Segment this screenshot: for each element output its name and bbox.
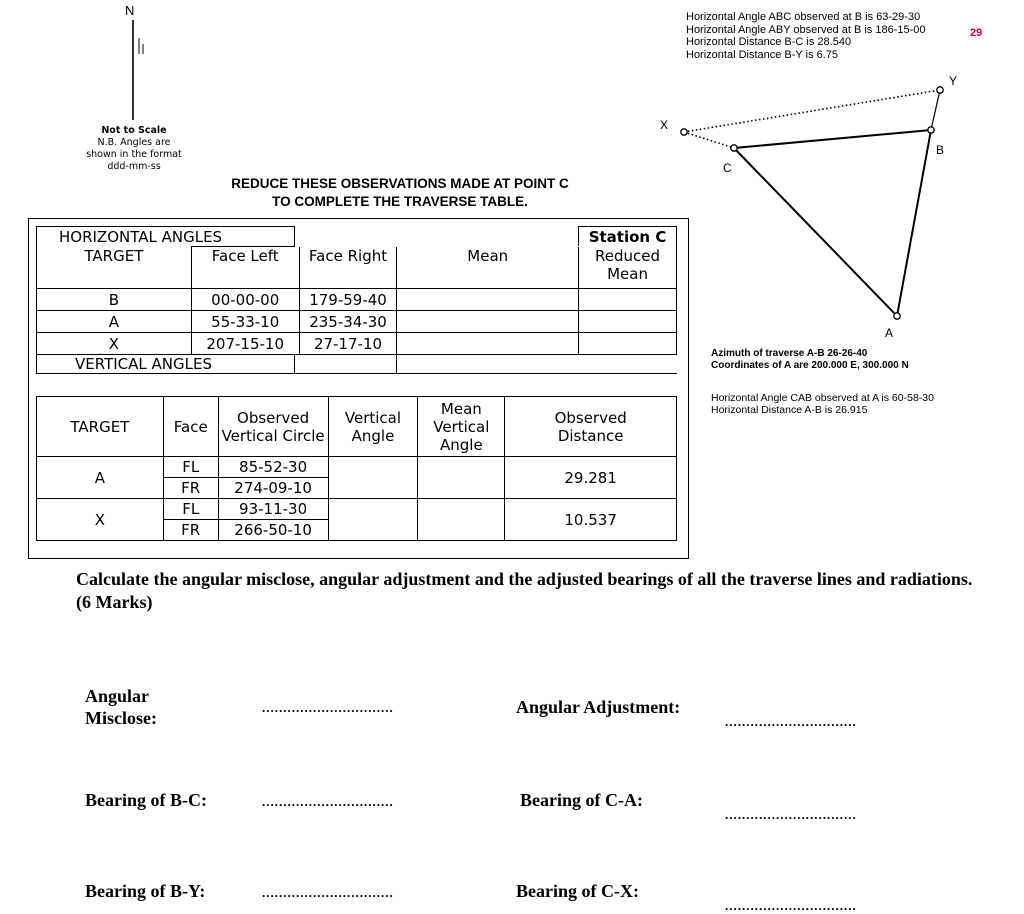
north-arrow-icon	[120, 18, 160, 123]
bearing-bc-label: Bearing of B-C:	[85, 790, 207, 810]
target-header: TARGET	[37, 247, 192, 289]
reduced-mean-cell	[579, 289, 677, 311]
face-cell: FL	[163, 457, 218, 478]
bearing-cx-label: Bearing of C-X:	[516, 881, 639, 901]
bearing-bc-answer-field[interactable]: ...............................	[262, 794, 394, 809]
circle-cell: 266-50-10	[218, 520, 328, 541]
reduced-label: Reduced	[595, 246, 661, 265]
distance-cell: 10.537	[505, 499, 677, 541]
note-line: Horizontal Distance B-C is 28.540	[686, 36, 852, 48]
reduced-mean-cell	[579, 311, 677, 333]
mean-vertical-cell	[418, 457, 505, 499]
bearing-ca-answer-field[interactable]: ...............................	[725, 807, 857, 822]
horizontal-section-title: HORIZONTAL ANGLES	[37, 227, 295, 247]
note-line: Horizontal Angle ABC observed at B is 63-29-30	[686, 11, 921, 23]
circle-cell: 85-52-30	[218, 457, 328, 478]
question-text: Calculate the angular misclose, angular adjustment and the adjusted bearings of all the traverse lines and radiations. (6 Marks)	[76, 569, 973, 612]
azimuth-note	[711, 348, 909, 371]
target-cell: A	[37, 311, 192, 333]
face-right-header: Face Right	[299, 247, 397, 289]
vertical-circle-label: Vertical Circle	[221, 426, 325, 445]
table-row	[37, 457, 677, 478]
face-left-header: Face Left	[191, 247, 299, 289]
circle-cell: 274-09-10	[218, 478, 328, 499]
target-cell: X	[37, 499, 164, 541]
angle-label: Angle	[351, 426, 395, 445]
misclose-label	[85, 685, 157, 729]
distance-cell: 29.281	[505, 457, 677, 499]
face-header: Face	[163, 397, 218, 457]
header-blank	[294, 355, 397, 374]
station-header: Station C	[579, 227, 677, 247]
mean-cell	[397, 333, 579, 355]
adjustment-label: Angular Adjustment:	[516, 697, 681, 717]
label-b: B	[936, 143, 945, 157]
target-cell: X	[37, 333, 192, 355]
misclose-label-line: Angular	[85, 686, 150, 706]
header-blank	[294, 227, 578, 247]
table-row	[37, 289, 677, 311]
point-b	[928, 127, 934, 133]
reduced-mean-header	[579, 247, 677, 289]
bearing-ca-label: Bearing of C-A:	[520, 790, 643, 810]
mean-vertical-cell	[418, 499, 505, 541]
misclose-label-line: Misclose:	[85, 708, 157, 728]
line-x-c	[684, 132, 734, 148]
given-notes	[686, 11, 926, 61]
point-c	[731, 145, 737, 151]
label-c: C	[723, 161, 732, 175]
line-c-a	[734, 148, 897, 316]
azimuth-line: Azimuth of traverse A-B 26-26-40	[711, 348, 868, 359]
table-row	[37, 333, 677, 355]
line-c-b	[734, 130, 931, 148]
scale-note-line: ddd-mm-ss	[107, 161, 161, 172]
mean-label: Mean	[440, 399, 482, 418]
vertical-label: Vertical	[433, 417, 490, 436]
mean-vertical-header	[418, 397, 505, 457]
adjustment-answer-field[interactable]: ...............................	[725, 714, 857, 729]
traverse-diagram	[650, 70, 990, 350]
note-line: Horizontal Angle ABY observed at B is 186-15-00	[686, 23, 926, 36]
face-right-cell: 179-59-40	[299, 289, 397, 311]
mean-cell	[397, 311, 579, 333]
face-cell: FR	[163, 478, 218, 499]
ab-distance-line: Horizontal Distance A-B is 26.915	[711, 404, 868, 416]
label-a: A	[885, 326, 894, 340]
page-number: 29	[970, 27, 983, 39]
vertical-label: Vertical	[344, 408, 402, 427]
face-left-cell: 55-33-10	[191, 311, 299, 333]
vertical-angle-header	[328, 397, 418, 457]
horizontal-angles-table	[36, 226, 677, 374]
coordinates-line: Coordinates of A are 200.000 E, 300.000 N	[711, 359, 909, 371]
line-b-a	[897, 130, 931, 316]
label-x: X	[660, 118, 669, 132]
face-left-cell: 00-00-00	[191, 289, 299, 311]
bearing-cx-answer-field[interactable]: ...............................	[725, 898, 857, 913]
cab-angle-line: Horizontal Angle CAB observed at A is 60-58-30	[711, 392, 934, 404]
face-left-cell: 207-15-10	[191, 333, 299, 355]
vertical-angle-cell	[328, 499, 418, 541]
circle-cell: 93-11-30	[218, 499, 328, 520]
face-right-cell: 235-34-30	[299, 311, 397, 333]
line-x-y	[684, 90, 940, 132]
cab-note	[711, 392, 934, 416]
angle-label: Angle	[440, 435, 483, 454]
observed-label: Observed	[237, 408, 310, 427]
face-cell: FR	[163, 520, 218, 541]
mean-cell	[397, 289, 579, 311]
label-y: Y	[949, 74, 958, 88]
bearing-by-answer-field[interactable]: ...............................	[262, 885, 394, 900]
scale-note-line: N.B. Angles are	[97, 137, 171, 148]
note-line: Horizontal Distance B-Y is 6.75	[686, 48, 839, 61]
north-label: N	[125, 3, 135, 18]
vertical-section-title: VERTICAL ANGLES	[37, 355, 295, 374]
line-b-y	[931, 90, 940, 130]
misclose-answer-field[interactable]: ...............................	[262, 700, 394, 715]
vertical-angles-table	[36, 396, 677, 541]
reduce-title-line: TO COMPLETE THE TRAVERSE TABLE.	[272, 194, 528, 209]
scale-note	[78, 125, 190, 173]
target-header: TARGET	[37, 397, 164, 457]
mean-label: Mean	[607, 264, 648, 283]
reduce-title	[180, 175, 620, 211]
point-a	[894, 313, 900, 319]
observed-distance-header	[505, 397, 677, 457]
face-right-cell: 27-17-10	[299, 333, 397, 355]
header-blank	[397, 355, 677, 374]
vertical-angle-cell	[328, 457, 418, 499]
observed-label: Observed	[554, 408, 627, 427]
scale-note-title: Not to Scale	[101, 125, 167, 136]
target-cell: A	[37, 457, 164, 499]
reduced-mean-cell	[579, 333, 677, 355]
observed-circle-header	[218, 397, 328, 457]
table-row	[37, 311, 677, 333]
reduce-title-line: REDUCE THESE OBSERVATIONS MADE AT POINT C	[231, 176, 569, 191]
table-row	[37, 499, 677, 520]
distance-label: Distance	[557, 426, 624, 445]
point-y	[937, 87, 943, 93]
target-cell: B	[37, 289, 192, 311]
mean-header: Mean	[397, 247, 579, 289]
point-x	[681, 129, 687, 135]
face-cell: FL	[163, 499, 218, 520]
bearing-by-label: Bearing of B-Y:	[85, 881, 206, 901]
scale-note-line: shown in the format	[86, 149, 182, 160]
